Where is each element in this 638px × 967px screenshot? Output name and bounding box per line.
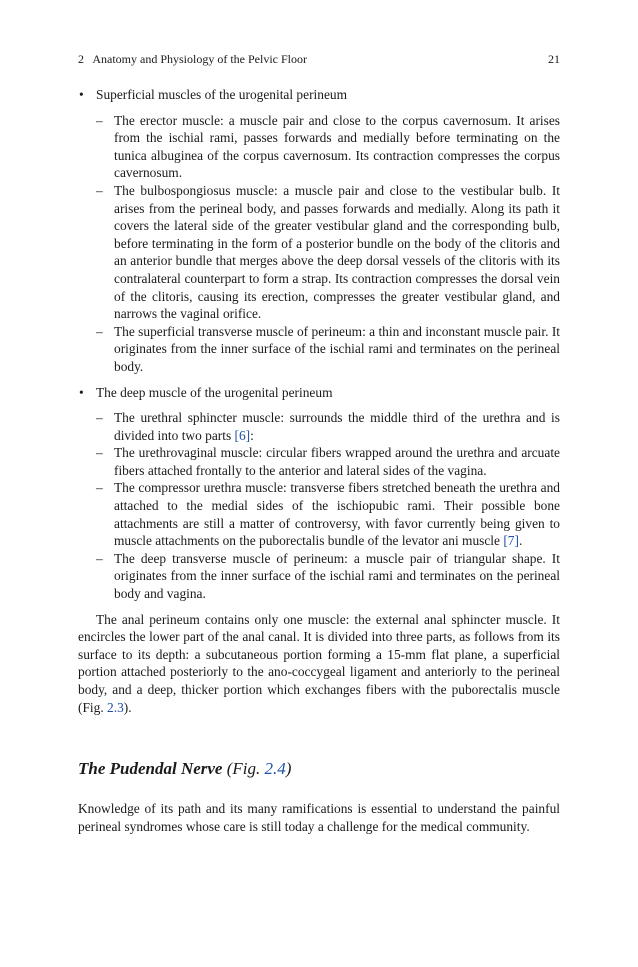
list-item-end: . — [518, 533, 523, 549]
list-item — [96, 409, 560, 444]
page-body — [78, 86, 560, 849]
list-item-end: : — [250, 427, 254, 443]
paragraph-text: The anal perineum contains only one muscle: the external anal sphincter muscle. It encircles the lower part of the anal canal. It is divided into three parts, as follows from its surface to its depth: a subcutaneous portion forming a 15-mm flat plane, a superficial portion attached posteriorly to the ano-coccygeal ligament and anteriorly to the perineal body, and a deep, thicker portion which exchanges fibers with the puborectalis muscle (Fig. — [78, 611, 560, 715]
pudendal-nerve-paragraph: Knowledge of its path and its many ramifications is essential to understand the painful perineal syndromes whose care is still today a challenge for the medical community. — [78, 801, 560, 834]
superficial-muscles-list — [96, 112, 560, 376]
dash-icon: – — [96, 480, 103, 496]
dash-icon: – — [96, 112, 103, 128]
dash-icon: – — [96, 410, 103, 426]
list-item-text: The superficial transverse muscle of perineum: a thin and inconstant muscle pair. It originates from the inner surface of the ischial rami and terminates on the perineal body. — [114, 323, 560, 374]
list-item-text: The urethrovaginal muscle: circular fibers wrapped around the urethra and arcuate fibers attached frontally to the anterior and lateral sides of the vagina. — [114, 445, 560, 478]
section-heading — [78, 758, 560, 780]
dash-icon: – — [96, 550, 103, 566]
bullet-deep-muscle — [78, 384, 560, 402]
bullet-dot-icon: • — [79, 384, 84, 400]
dash-icon: – — [96, 323, 103, 339]
list-item-text: The bulbospongiosus muscle: a muscle pair and close to the vestibular bulb. It arises from the perineal body, and passes forwards and medially. Along its path it covers the lateral side of the greater vestibular gland and the corresponding bulb, before terminating in the form of a posterior bundle on the body of the clitoris and an anterior bundle that merges above the deep dorsal vessels of the clitoris with its contralateral counterpart to form a strap. Its contraction compresses the dorsal vein of the clitoris, causing its erection, compresses the greater vestibular gland, and narrows the vaginal orifice. — [114, 182, 560, 322]
deep-muscle-list — [96, 409, 560, 603]
dash-icon: – — [96, 182, 103, 198]
figure-link-2-4[interactable]: 2.4 — [264, 759, 286, 779]
section-heading-title: The Pudendal Nerve — [78, 759, 223, 779]
heading-fig-prefix: (Fig. — [222, 759, 265, 779]
running-header — [78, 52, 560, 67]
running-header-title: 2 Anatomy and Physiology of the Pelvic Floor — [78, 52, 307, 66]
bullet-superficial-muscles — [78, 86, 560, 104]
heading-fig-suffix: ) — [285, 759, 292, 779]
list-item-text: The deep transverse muscle of perineum: a muscle pair of triangular shape. It originates from the inner surface of the ischial rami and terminates on the perineal body and vagina. — [114, 550, 560, 602]
list-item-text: The compressor urethra muscle: transverse fibers stretched beneath the urethra and attached to the medial sides of the ischiopubic rami. Their possible bone attachments are still a matter of controversy, with favor currently being given to muscle attachments on the puborectalis bundle of the levator ani muscle — [114, 480, 560, 549]
paragraph-end: ). — [123, 699, 132, 715]
bullet-label: Superficial muscles of the urogenital perineum — [96, 87, 347, 102]
page-number: 21 — [548, 52, 560, 66]
list-item — [96, 479, 560, 549]
citation-link-6[interactable]: [6] — [234, 427, 251, 443]
list-item — [96, 182, 560, 323]
figure-link-2-3[interactable]: 2.3 — [107, 699, 124, 715]
list-item — [96, 112, 560, 182]
list-item — [96, 323, 560, 376]
dash-icon: – — [96, 445, 103, 461]
list-item — [96, 550, 560, 603]
anal-perineum-paragraph — [78, 611, 560, 717]
citation-link-7[interactable]: [7] — [503, 533, 519, 549]
list-item — [96, 444, 560, 479]
bullet-label: The deep muscle of the urogenital perineum — [96, 384, 333, 400]
list-item-text: The urethral sphincter muscle: surrounds the middle third of the urethra and is divided into two parts — [114, 410, 560, 443]
list-item-text: The erector muscle: a muscle pair and close to the corpus cavernosum. It arises from the ischial rami, passes forwards and medially before terminating on the tunica albuginea of the corpus cavernosum. Its contraction compresses the corpus cavernosum. — [114, 112, 560, 181]
bullet-dot-icon: • — [79, 87, 84, 102]
